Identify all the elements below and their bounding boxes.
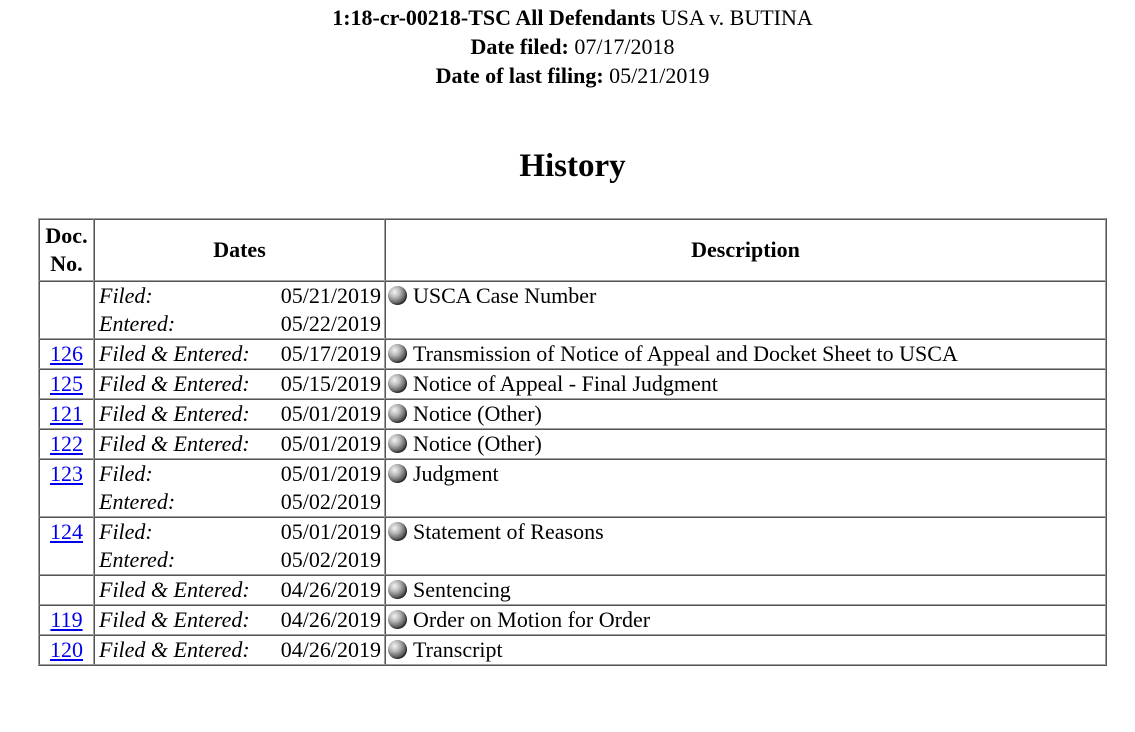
globe-icon[interactable] <box>388 286 407 305</box>
doc-no-header-line1: Doc. <box>45 223 88 248</box>
description-text: Statement of Reasons <box>413 519 604 544</box>
case-title: USA v. BUTINA <box>660 5 813 30</box>
globe-icon[interactable] <box>388 434 407 453</box>
dates-cell <box>94 517 385 575</box>
doc-number-link[interactable]: 126 <box>50 341 83 366</box>
dates-cell <box>94 369 385 399</box>
case-header <box>0 3 1135 90</box>
date-label: Filed: <box>99 461 153 486</box>
globe-icon[interactable] <box>388 374 407 393</box>
dates-cell <box>94 339 385 369</box>
date-value: 05/01/2019 <box>280 431 381 456</box>
doc-number-link[interactable]: 123 <box>50 461 83 486</box>
doc-number-cell <box>39 605 94 635</box>
dates-cell <box>94 399 385 429</box>
description-text: Transcript <box>413 637 503 662</box>
description-text: Notice of Appeal - Final Judgment <box>413 371 718 396</box>
last-filing-value: 05/21/2019 <box>609 63 710 88</box>
date-label: Entered: <box>99 547 176 572</box>
doc-number-cell <box>39 517 94 575</box>
date-value: 05/01/2019 <box>280 461 381 486</box>
table-row <box>39 281 1106 339</box>
description-text: Notice (Other) <box>413 431 542 456</box>
description-header: Description <box>385 219 1106 281</box>
date-line <box>97 606 382 634</box>
table-row <box>39 399 1106 429</box>
date-line <box>97 546 382 574</box>
table-row <box>39 339 1106 369</box>
date-value: 05/01/2019 <box>280 401 381 426</box>
doc-no-header <box>39 219 94 281</box>
table-row <box>39 429 1106 459</box>
description-cell <box>385 281 1106 339</box>
date-line <box>97 518 382 546</box>
date-line <box>97 430 382 458</box>
dates-cell <box>94 605 385 635</box>
date-label: Filed & Entered: <box>99 431 250 456</box>
last-filing-line <box>0 61 1135 90</box>
globe-icon[interactable] <box>388 610 407 629</box>
description-cell <box>385 459 1106 517</box>
doc-number-cell <box>39 429 94 459</box>
description-cell <box>385 605 1106 635</box>
date-value: 05/02/2019 <box>280 547 381 572</box>
date-line <box>97 400 382 428</box>
doc-number-link[interactable]: 120 <box>50 637 83 662</box>
doc-number-cell <box>39 459 94 517</box>
description-text: Order on Motion for Order <box>413 607 651 632</box>
description-text: USCA Case Number <box>413 283 597 308</box>
date-line <box>97 310 382 338</box>
description-text: Transmission of Notice of Appeal and Docket Sheet to USCA <box>413 341 958 366</box>
date-label: Filed: <box>99 283 153 308</box>
doc-number-link[interactable]: 125 <box>50 371 83 396</box>
date-label: Filed & Entered: <box>99 401 250 426</box>
date-value: 04/26/2019 <box>280 637 381 662</box>
date-line <box>97 460 382 488</box>
date-value: 05/15/2019 <box>280 371 381 396</box>
date-value: 05/22/2019 <box>280 311 381 336</box>
table-body <box>39 281 1106 665</box>
description-cell <box>385 429 1106 459</box>
description-text: Sentencing <box>413 577 511 602</box>
last-filing-label: Date of last filing: <box>435 63 604 88</box>
description-cell <box>385 635 1106 665</box>
doc-number-cell <box>39 339 94 369</box>
date-filed-line <box>0 32 1135 61</box>
doc-number-cell <box>39 281 94 339</box>
table-row <box>39 369 1106 399</box>
date-label: Entered: <box>99 311 176 336</box>
date-filed-value: 07/17/2018 <box>574 34 675 59</box>
date-label: Filed & Entered: <box>99 607 250 632</box>
date-line <box>97 340 382 368</box>
date-value: 04/26/2019 <box>280 607 381 632</box>
date-label: Filed: <box>99 519 153 544</box>
dates-header: Dates <box>94 219 385 281</box>
date-line <box>97 576 382 604</box>
date-value: 04/26/2019 <box>280 577 381 602</box>
table-row <box>39 459 1106 517</box>
dates-cell <box>94 635 385 665</box>
globe-icon[interactable] <box>388 464 407 483</box>
description-text: Judgment <box>413 461 499 486</box>
table-row <box>39 605 1106 635</box>
doc-number-link[interactable]: 121 <box>50 401 83 426</box>
date-line <box>97 370 382 398</box>
description-cell <box>385 369 1106 399</box>
table-row <box>39 517 1106 575</box>
date-filed-label: Date filed: <box>470 34 569 59</box>
history-table <box>38 218 1107 666</box>
dates-cell <box>94 575 385 605</box>
globe-icon[interactable] <box>388 580 407 599</box>
doc-number-cell <box>39 399 94 429</box>
date-label: Filed & Entered: <box>99 577 250 602</box>
globe-icon[interactable] <box>388 522 407 541</box>
case-title-line <box>0 3 1135 32</box>
doc-number-link[interactable]: 122 <box>50 431 83 456</box>
date-label: Filed & Entered: <box>99 371 250 396</box>
table-header-row <box>39 219 1106 281</box>
table-row <box>39 635 1106 665</box>
dates-cell <box>94 459 385 517</box>
date-line <box>97 282 382 310</box>
dates-cell <box>94 281 385 339</box>
dates-cell <box>94 429 385 459</box>
doc-number-link[interactable]: 124 <box>50 519 83 544</box>
date-label: Filed & Entered: <box>99 637 250 662</box>
description-cell <box>385 517 1106 575</box>
date-line <box>97 636 382 664</box>
date-value: 05/01/2019 <box>280 519 381 544</box>
date-value: 05/17/2019 <box>280 341 381 366</box>
globe-icon[interactable] <box>388 404 407 423</box>
date-line <box>97 488 382 516</box>
date-label: Filed & Entered: <box>99 341 250 366</box>
date-label: Entered: <box>99 489 176 514</box>
doc-number-cell <box>39 635 94 665</box>
description-cell <box>385 399 1106 429</box>
description-cell <box>385 575 1106 605</box>
doc-no-header-line2: No. <box>50 251 83 276</box>
doc-number-link[interactable]: 119 <box>50 607 83 632</box>
date-value: 05/21/2019 <box>280 283 381 308</box>
globe-icon[interactable] <box>388 640 407 659</box>
description-cell <box>385 339 1106 369</box>
globe-icon[interactable] <box>388 344 407 363</box>
case-number: 1:18-cr-00218-TSC All Defendants <box>332 5 656 30</box>
table-row <box>39 575 1106 605</box>
doc-number-cell <box>39 575 94 605</box>
doc-number-cell <box>39 369 94 399</box>
description-text: Notice (Other) <box>413 401 542 426</box>
date-value: 05/02/2019 <box>280 489 381 514</box>
section-title: History <box>519 148 626 184</box>
